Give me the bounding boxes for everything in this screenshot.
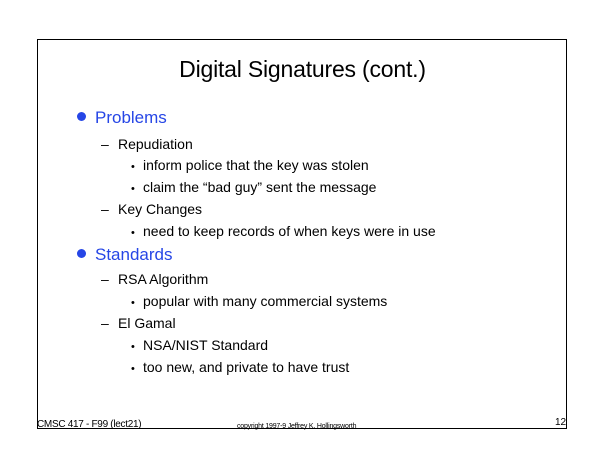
dash-icon: – [101,315,109,331]
section-heading-standards [77,245,173,265]
bullet-icon: • [131,161,135,173]
footer-copyright: copyright 1997-9 Jeffrey K. Hollingsworth [237,423,357,430]
list-item-label: RSA Algorithm [118,271,209,287]
section-heading-problems [77,108,167,128]
sub-item [131,293,387,309]
sub-item [131,359,349,375]
dash-icon: – [101,136,109,152]
slide-title: Digital Signatures (cont.) [179,56,426,82]
list-item-repudiation [101,136,193,152]
list-item-el-gamal [101,315,176,331]
sub-item-label: too new, and private to have trust [143,359,350,375]
footer-course-label: CMSC 417 - F99 (lect21) [37,419,142,430]
bullet-icon: • [131,227,135,239]
bullet-icon: • [131,363,135,375]
sub-item-label: need to keep records of when keys were in use [143,223,436,239]
list-item-key-changes [101,201,202,217]
sub-item [131,179,376,195]
section-heading-label: Problems [95,108,167,127]
dash-icon: – [101,201,109,217]
sub-item-label: inform police that the key was stolen [143,157,369,173]
sub-item-label: popular with many commercial systems [143,293,388,309]
sub-item [131,223,436,239]
page-number: 12 [555,417,567,428]
list-item-label: Repudiation [118,136,193,152]
bullet-icon [77,112,86,121]
list-item-label: Key Changes [118,201,203,217]
sub-item [131,157,369,173]
dash-icon: – [101,271,109,287]
list-item-label: El Gamal [118,315,176,331]
sub-item [131,337,268,353]
bullet-icon [77,249,86,258]
list-item-rsa [101,271,208,287]
sub-item-label: claim the “bad guy” sent the message [143,179,377,195]
bullet-icon: • [131,183,135,195]
bullet-icon: • [131,341,135,353]
bullet-icon: • [131,297,135,309]
sub-item-label: NSA/NIST Standard [143,337,269,353]
section-heading-label: Standards [95,245,173,264]
